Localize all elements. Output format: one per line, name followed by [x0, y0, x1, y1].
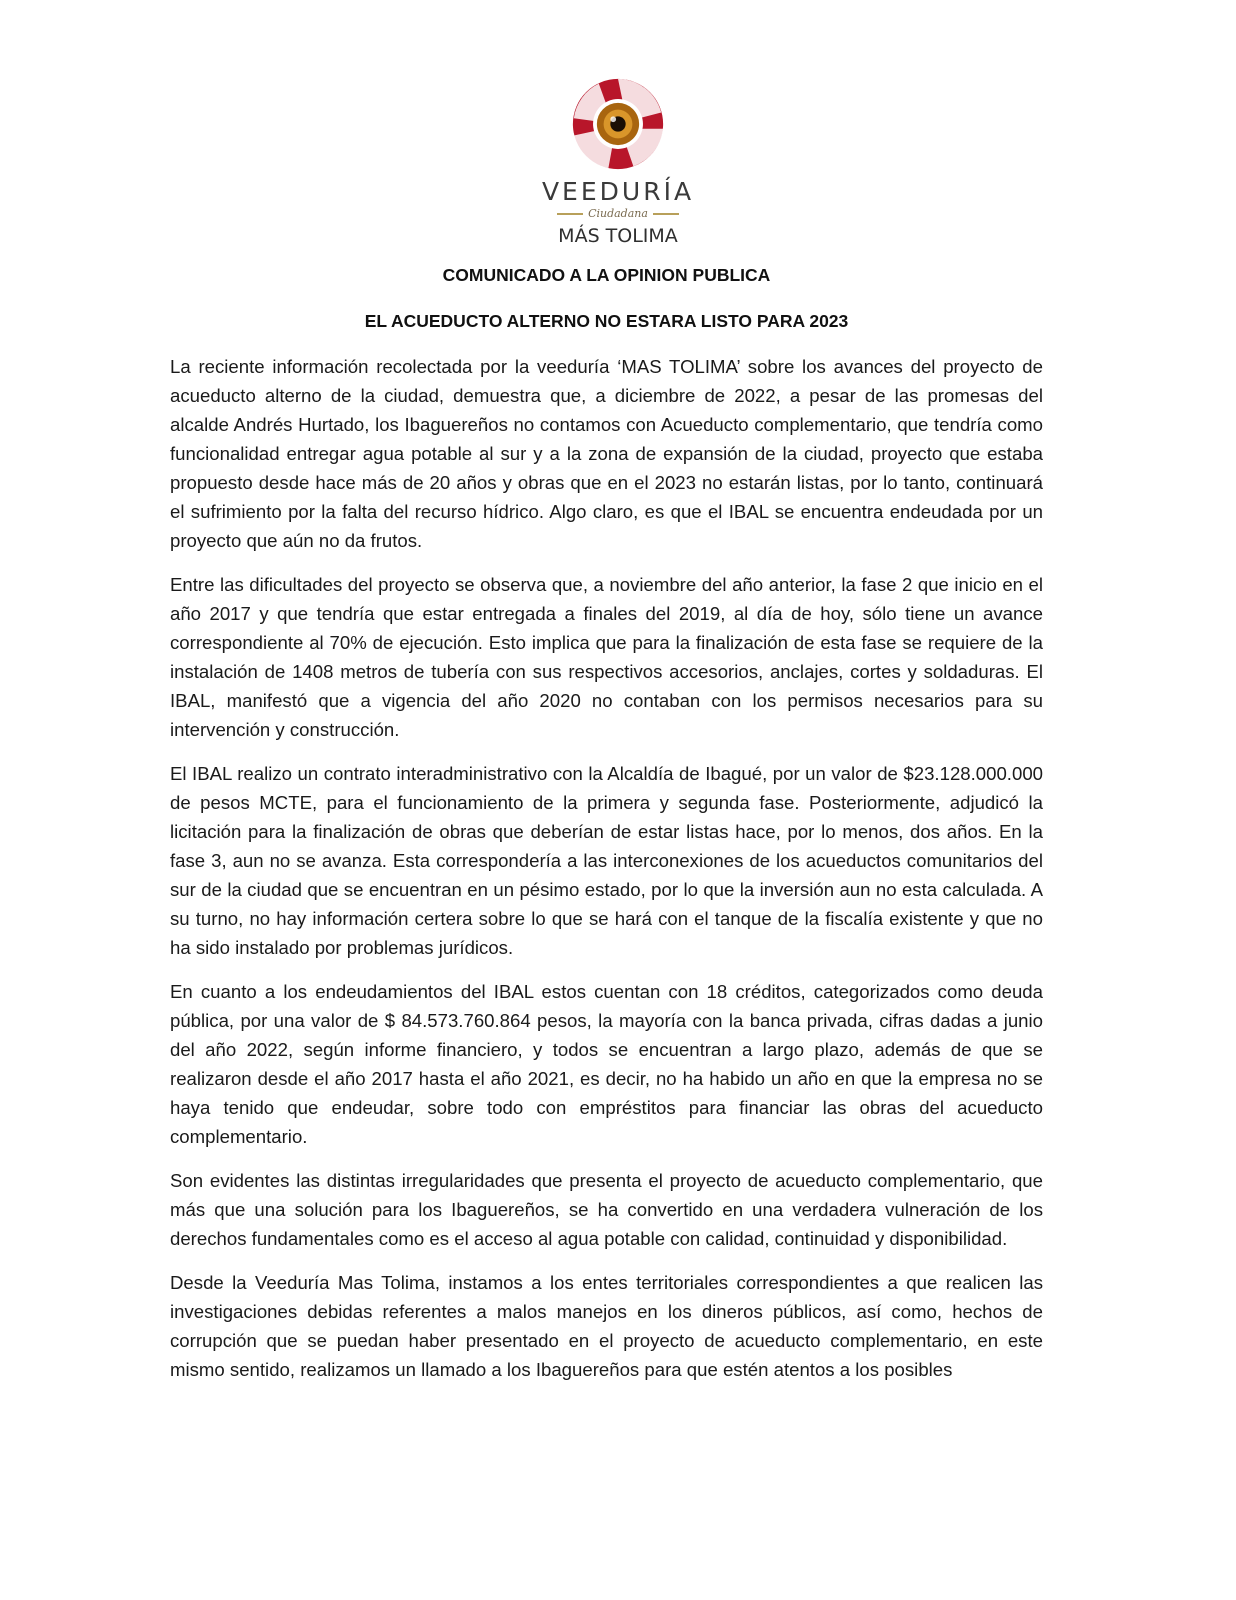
eye-emblem-icon [570, 76, 666, 172]
logo-rule-left [557, 213, 583, 215]
logo-subtitle [503, 207, 733, 221]
paragraph: La reciente información recolectada por la veeduría ‘MAS TOLIMA’ sobre los avances del proyecto de acueducto alterno de la ciudad, demuestra que, a diciembre de 2022, a pesar de las promesas del alcalde Andrés Hurtado, los Ibaguereños no contamos con Acueducto complementario, que tendría como funcionalidad entregar agua potable al sur y a la zona de expansión de la ciudad, proyecto que estaba propuesto desde hace más de 20 años y obras que en el 2023 no estarán listas, por lo tanto, continuará el sufrimiento por la falta del recurso hídrico. Algo claro, es que el IBAL se encuentra endeudada por un proyecto que aún no da frutos. [170, 356, 1043, 551]
paragraph: Entre las dificultades del proyecto se observa que, a noviembre del año anterior, la fase 2 que inicio en el año 2017 y que tendría que estar entregada a finales del 2019, al día de hoy, sólo tiene un avance correspondiente al 70% de ejecución. Esto implica que para la finalización de esta fase se requiere de la instalación de 1408 metros de tubería con sus respectivos accesorios, anclajes, cortes y soldaduras. El IBAL, manifestó que a vigencia del año 2020 no contaban con los permisos necesarios para su intervención y construcción. [170, 574, 1043, 740]
logo-subtitle-text: Ciudadana [588, 207, 648, 220]
document-body [170, 352, 1043, 1399]
paragraph: Desde la Veeduría Mas Tolima, instamos a los entes territoriales correspondientes a que realicen las investigaciones debidas referentes a malos manejos en los dineros públicos, así como, hechos de corrupción que se puedan haber presentado en el proyecto de acueducto complementario, en este mismo sentido, realizamos un llamado a los Ibaguereños para que estén atentos a los posibles [170, 1272, 1043, 1380]
logo-organization: MÁS TOLIMA [558, 225, 678, 247]
paragraph: En cuanto a los endeudamientos del IBAL estos cuentan con 18 créditos, categorizados como deuda pública, por una valor de $ 84.573.760.864 pesos, la mayoría con la banca privada, cifras dadas a junio del año 2022, según informe financiero, y todos se encuentran a largo plazo, además de que se realizaron desde el año 2017 hasta el año 2021, es decir, no ha habido un año en que la empresa no se haya tenido que endeudar, sobre todo con empréstitos para financiar las obras del acueducto complementario. [170, 981, 1043, 1147]
veeduria-logo [503, 76, 733, 256]
document-subheading: EL ACUEDUCTO ALTERNO NO ESTARA LISTO PARA 2023 [364, 311, 849, 331]
logo-title: VEEDURÍA [541, 177, 695, 206]
logo-rule-right [653, 213, 679, 215]
document-heading: COMUNICADO A LA OPINION PUBLICA [442, 265, 771, 285]
paragraph: Son evidentes las distintas irregularidades que presenta el proyecto de acueducto complementario, que más que una solución para los Ibaguereños, se ha convertido en una verdadera vulneración de los derechos fundamentales como es el acceso al agua potable con calidad, continuidad y disponibilidad. [170, 1170, 1043, 1249]
paragraph: El IBAL realizo un contrato interadministrativo con la Alcaldía de Ibagué, por un valor de $23.128.000.000 de pesos MCTE, para el funcionamiento de la primera y segunda fase. Posteriormente, adjudicó la licitación para la finalización de obras que deberían de estar listas hace, por lo menos, dos años. En la fase 3, aun no se avanza. Esta correspondería a las interconexiones de los acueductos comunitarios del sur de la ciudad que se encuentran en un pésimo estado, por lo que la inversión aun no esta calculada. A su turno, no hay información certera sobre lo que se hará con el tanque de la fiscalía existente y que no ha sido instalado por problemas jurídicos. [170, 763, 1043, 958]
